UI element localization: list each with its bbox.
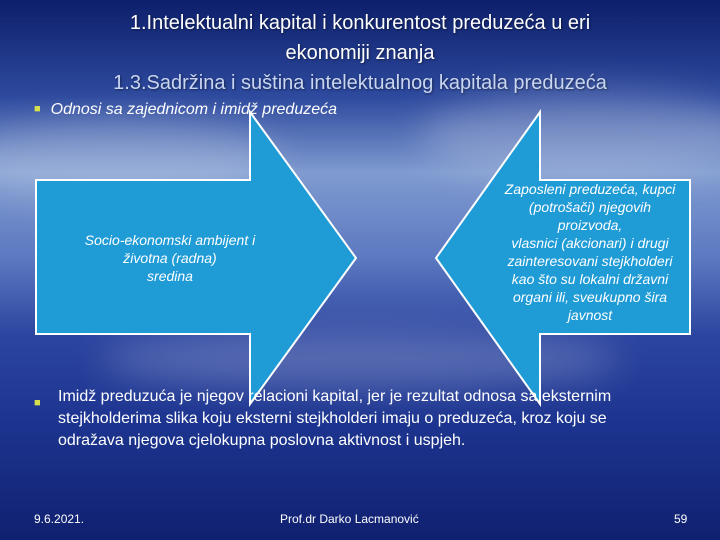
right-arrow-line: kao što su lokalni državni xyxy=(511,271,669,287)
bullet-item-1-text: Odnosi sa zajednicom i imidž preduzeća xyxy=(50,101,338,118)
bullet-item-2-text: Imidž preduzuća je njegov relacioni kapital, jer je rezultat odnosa sa eksternim stejkholderima slika koju eksterni stejkholderi imaju o preduzeća, kroz koju se odražava njegova cjelokupna poslovna aktivnost i uspjeh. xyxy=(58,388,612,449)
slide-subtitle: 1.3.Sadržina i suština intelektualnog kapitala preduzeća xyxy=(113,72,607,94)
footer-date: 9.6.2021. xyxy=(34,512,85,526)
right-arrow-line: organi ili, sveukupno šira xyxy=(512,289,668,305)
left-arrow-line: životna (radna) xyxy=(123,250,217,266)
footer-author: Prof.dr Darko Lacmanović xyxy=(280,512,419,526)
right-arrow-line: javnost xyxy=(567,307,613,323)
left-arrow-text xyxy=(50,231,290,285)
right-arrow-line: Zaposleni preduzeća, kupci xyxy=(504,181,676,197)
right-arrow-line: vlasnici (akcionari) i drugi xyxy=(511,235,669,251)
right-arrow-line: (potrošači) njegovih xyxy=(528,199,652,215)
right-arrow-line: zainteresovani stejkholderi xyxy=(507,253,673,269)
right-arrow-line: proizvoda, xyxy=(557,217,623,233)
footer-page-number: 59 xyxy=(674,512,688,526)
left-arrow-line: sredina xyxy=(147,268,193,284)
bullet-item-2 xyxy=(34,386,674,452)
bullet-item-1 xyxy=(34,101,337,119)
left-arrow-line: Socio-ekonomski ambijent i xyxy=(84,232,256,248)
slide-title-line-2: ekonomiji znanja xyxy=(285,42,435,64)
right-arrow-text xyxy=(470,180,710,324)
bullet-square-icon: ■ xyxy=(34,103,41,115)
bullet-square-icon: ■ xyxy=(34,397,41,409)
slide-title-line-1: 1.Intelektualni kapital i konkurentost preduzeća u eri xyxy=(129,12,591,34)
